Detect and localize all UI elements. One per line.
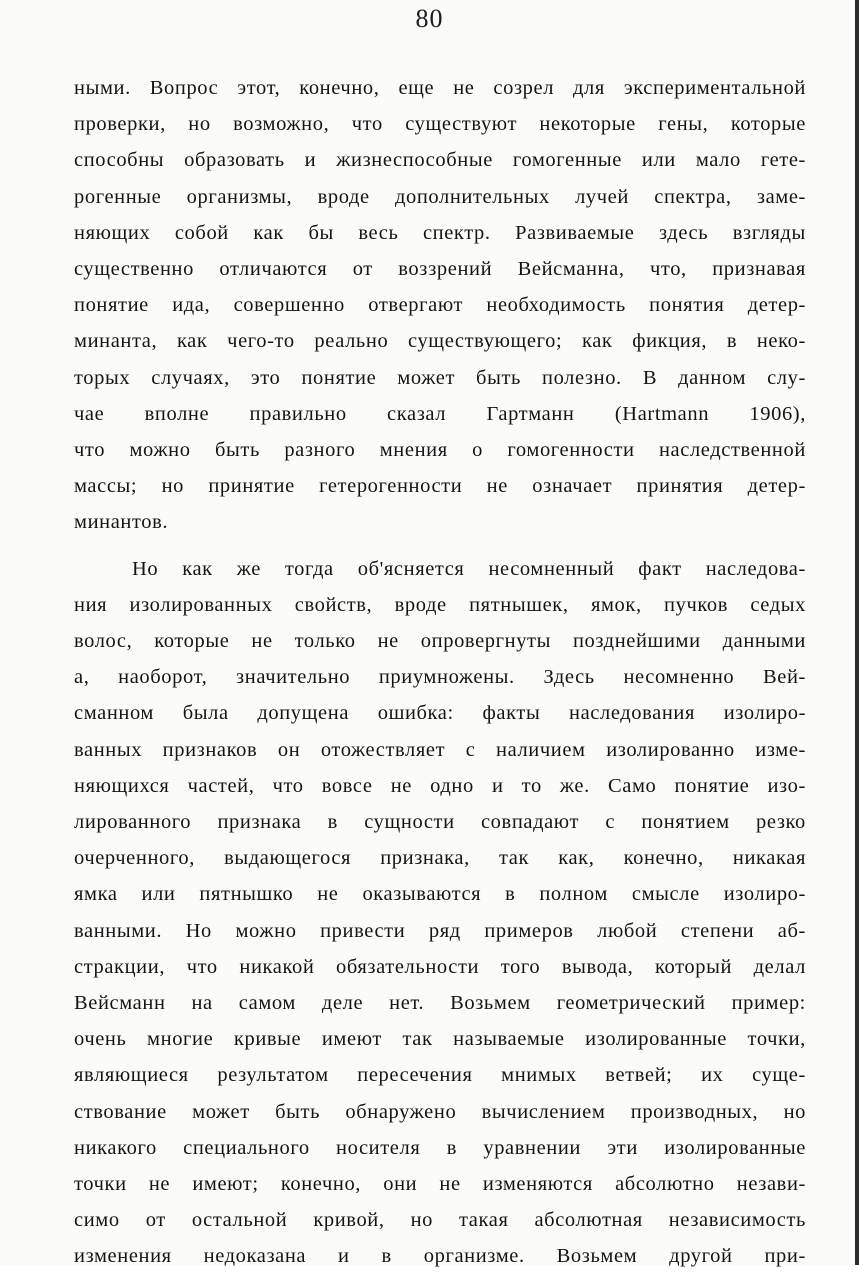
word: вычислением [481, 1100, 606, 1123]
word: существенно [74, 258, 194, 280]
word: тогда [284, 557, 334, 580]
word: изме- [755, 738, 806, 761]
word: изменяются [482, 1173, 593, 1195]
text-line-28 [74, 1057, 806, 1093]
word: наследования [569, 702, 696, 725]
word: некоторые [539, 113, 636, 136]
word: специального [183, 1136, 310, 1159]
word: детер- [747, 475, 806, 498]
text-line-6 [74, 251, 806, 287]
word: ными. [74, 77, 131, 99]
word: не [377, 630, 399, 652]
word: или [141, 883, 176, 906]
word: несомненный [488, 557, 615, 580]
word: и [491, 774, 504, 797]
word: весь [358, 221, 399, 244]
word: носителя [336, 1136, 421, 1159]
word: (Hartmann [614, 402, 710, 425]
text-line-31 [74, 1166, 806, 1202]
word: сущности [364, 811, 455, 833]
word: торых [74, 366, 131, 389]
word: гомогенные [512, 149, 622, 172]
word: точки, [747, 1028, 806, 1051]
word: очерченного, [74, 847, 195, 870]
word: пятнышек, [469, 593, 569, 616]
word: лучей [575, 185, 629, 208]
word: их [701, 1064, 724, 1087]
word: мало [695, 149, 741, 172]
word: обнаружено [345, 1100, 457, 1123]
word: вполне [144, 402, 210, 425]
word: приумножены. [378, 666, 515, 689]
text-line-30 [74, 1130, 806, 1166]
text-line-12 [74, 468, 806, 504]
word: деле [321, 992, 364, 1014]
word: же. [559, 774, 590, 797]
word: 1906), [749, 402, 806, 425]
word: не [439, 1173, 461, 1195]
word: изменения [74, 1245, 172, 1268]
word: вроде [317, 185, 370, 208]
word: понятие [74, 294, 149, 317]
word: бы [308, 221, 334, 244]
word: но [188, 113, 211, 136]
word: признака [217, 811, 302, 833]
word: воззрений [398, 258, 493, 280]
word: понятие [674, 774, 750, 797]
word: случаях, [151, 366, 230, 389]
word: пятнышко [199, 883, 294, 906]
word: а, [74, 666, 90, 689]
word: ямка [74, 883, 118, 906]
word: разного [284, 439, 356, 461]
word: но [161, 475, 184, 498]
word: совпадают [480, 811, 580, 833]
word: независимость [668, 1209, 806, 1232]
word: Развиваемые [515, 221, 635, 244]
text-line-5 [74, 215, 806, 251]
word: являющиеся [74, 1064, 189, 1087]
word: Вей- [762, 666, 806, 689]
word: смысле [631, 883, 700, 906]
word: то [521, 774, 542, 797]
word: изолиро- [723, 883, 806, 906]
word: стракции, [74, 955, 166, 978]
word: ида, [172, 294, 211, 317]
word: неко- [756, 330, 806, 353]
word: никакого [74, 1136, 157, 1159]
word: можно [129, 439, 191, 461]
word: отличаются [219, 258, 328, 280]
word: не [251, 630, 273, 652]
word: была [182, 702, 229, 725]
word: ямок, [590, 593, 642, 616]
word: и [338, 1245, 350, 1268]
text-line-20 [74, 768, 806, 804]
word: привести [320, 919, 406, 942]
text-line-16 [74, 623, 806, 659]
text-line-9 [74, 360, 806, 396]
text-line-26 [74, 985, 806, 1021]
word: В [642, 366, 658, 389]
word: пример: [731, 992, 806, 1014]
word: как [176, 330, 208, 353]
word: который [654, 955, 733, 978]
word: образовать [184, 149, 285, 172]
text-line-8 [74, 323, 806, 359]
word: факт [638, 557, 682, 580]
word: вывода, [561, 955, 634, 978]
word: изолированно [606, 738, 735, 761]
word: способны [74, 149, 165, 172]
word: симо [74, 1209, 120, 1232]
text-line-23 [74, 876, 806, 912]
word: остальной [191, 1209, 288, 1232]
word: массы; [74, 475, 138, 498]
word: существуют [405, 113, 517, 136]
word: Вейсманна, [517, 258, 625, 280]
text-line-22 [74, 840, 806, 876]
word: взгляды [732, 221, 806, 244]
word: можно [235, 919, 297, 942]
word: этот, [237, 77, 281, 99]
text-line-19 [74, 732, 806, 768]
text-line-18 [74, 695, 806, 731]
word: выдающегося [224, 847, 352, 870]
word: в [446, 1136, 457, 1159]
word: няющих [74, 221, 151, 244]
word: которые [730, 113, 806, 136]
word: же [236, 557, 261, 580]
word: вовсе [321, 774, 373, 797]
word: в [381, 1245, 392, 1268]
word: несомненно [623, 666, 735, 689]
word: ошибка: [377, 702, 454, 725]
word: Здесь [543, 666, 595, 689]
word: ветвей; [605, 1064, 673, 1087]
word: с [465, 738, 476, 761]
word: как [253, 221, 284, 244]
word: пучков [664, 593, 729, 616]
word: означает [532, 475, 613, 498]
word: данными [722, 630, 806, 652]
word: Гартманн [486, 402, 575, 425]
word: такая [458, 1209, 509, 1232]
word: признака, [380, 847, 470, 870]
word: как, [558, 847, 595, 870]
word: чае [74, 402, 105, 425]
word: наоборот, [118, 666, 208, 689]
word: не [486, 475, 508, 498]
word: изолированные [664, 1136, 806, 1159]
word: что [351, 113, 383, 136]
word: но [410, 1209, 433, 1232]
word: правильно [249, 402, 347, 425]
word: оказываются [362, 883, 482, 906]
word: отожествляет [320, 738, 446, 761]
word: понятие [301, 366, 377, 389]
word: изолированных [129, 593, 273, 616]
word: примеров [484, 919, 574, 942]
word: наличием [496, 738, 586, 761]
word: одно [430, 774, 474, 797]
text-line-33 [74, 1238, 806, 1274]
text-line-2 [74, 106, 806, 142]
word: чего-то [227, 330, 295, 353]
text-line-25 [74, 949, 806, 985]
word: существующего; [408, 330, 563, 353]
word: так [498, 847, 530, 870]
text-line-21 [74, 804, 806, 840]
word: ванных [74, 738, 143, 761]
word: заме- [756, 185, 806, 208]
word: не [317, 883, 339, 906]
word: ния [74, 593, 108, 616]
word: минанта, [74, 330, 158, 353]
word: гены, [658, 113, 709, 136]
word: или [641, 149, 676, 172]
word: мнимых [501, 1064, 577, 1087]
word: Само [607, 774, 657, 797]
word: что [272, 774, 304, 797]
word: факты [482, 702, 541, 725]
word: называемые [453, 1028, 565, 1051]
word: многие [147, 1028, 214, 1051]
word: конечно, [623, 847, 704, 870]
word: лированного [74, 811, 192, 833]
word: отвергают [368, 294, 464, 317]
word: допущена [257, 702, 350, 725]
text-line-27 [74, 1021, 806, 1057]
word: быть [275, 1100, 321, 1123]
word: так [402, 1028, 433, 1051]
word: понятием [641, 811, 730, 833]
word: гете- [760, 149, 806, 172]
word: изолированные [585, 1028, 727, 1051]
text-line-32 [74, 1202, 806, 1238]
word: признавая [712, 258, 806, 280]
text-line-15 [74, 587, 806, 623]
word: признаков [162, 738, 258, 761]
word: наследственной [658, 439, 806, 461]
word: при- [764, 1245, 806, 1268]
word: принятия [636, 475, 724, 498]
word: значительно [236, 666, 351, 689]
word: Возьмем [556, 1245, 638, 1268]
word: гетерогенности [319, 475, 463, 498]
word: суще- [752, 1064, 806, 1087]
word: ряд [428, 919, 461, 942]
word: это [250, 366, 281, 389]
word: созрел [493, 77, 555, 99]
word: волос, [74, 630, 133, 652]
word: Вейсманн [74, 992, 166, 1014]
page-number: 80 [415, 4, 444, 33]
word: об'ясняется [357, 557, 465, 580]
word: Но [185, 919, 212, 942]
word: обязательности [336, 955, 480, 978]
word: не [453, 77, 475, 99]
word: резко [756, 811, 806, 833]
word: недоказана [203, 1245, 307, 1268]
word: Вопрос [149, 77, 219, 99]
word: жизнеспособные [336, 149, 493, 172]
word: изо- [767, 774, 806, 797]
word: другой [669, 1245, 733, 1268]
text-line-29 [74, 1094, 806, 1130]
word: кривой, [313, 1209, 385, 1232]
word: гомогенности [507, 439, 635, 461]
word: в [505, 883, 516, 906]
word: седых [750, 593, 806, 616]
word: кривые [233, 1028, 302, 1051]
word: спектра, [654, 185, 732, 208]
word: абсолютно [615, 1173, 715, 1195]
word: может [397, 366, 456, 389]
word: слу- [767, 366, 806, 389]
word: Но [132, 557, 159, 580]
word: степени [680, 919, 755, 942]
word: аб- [777, 919, 806, 942]
word: геометрический [556, 992, 706, 1014]
word: рогенные [74, 185, 162, 208]
word: от [352, 258, 373, 280]
word: ствование [74, 1100, 167, 1123]
word: возможно, [233, 113, 330, 136]
word: организме. [423, 1245, 525, 1268]
text-line-13 [74, 504, 180, 540]
page-edge-shadow [855, 0, 859, 1265]
word: только [294, 630, 356, 652]
word: имеют; [192, 1173, 259, 1195]
word: не [148, 1173, 171, 1195]
word: детер- [747, 294, 806, 317]
word: сказал [387, 402, 447, 425]
word: и [304, 149, 317, 172]
word: на [191, 992, 213, 1014]
word: никакой [239, 955, 315, 978]
word: экспериментальной [623, 77, 806, 99]
word: реально [314, 330, 389, 353]
word: для [573, 77, 605, 99]
word: свойств, [294, 593, 373, 616]
word: принятие [208, 475, 295, 498]
word: но [783, 1100, 806, 1123]
word: с [605, 811, 616, 833]
word: что [186, 955, 218, 978]
word: может [192, 1100, 250, 1123]
word: того [500, 955, 541, 978]
word: что [74, 439, 106, 461]
text-line-24 [74, 913, 806, 949]
word: результатом [217, 1064, 329, 1087]
word: няющихся [74, 774, 170, 797]
word: полном [539, 883, 608, 906]
word: эти [607, 1136, 638, 1159]
word: которые [154, 630, 230, 652]
word: дополнительных [394, 185, 550, 208]
word: самом [238, 992, 296, 1014]
word: производных, [630, 1100, 759, 1123]
word: полезно. [542, 366, 622, 389]
word: быть [214, 439, 260, 461]
word: Возьмем [450, 992, 531, 1014]
text-line-1 [74, 70, 806, 106]
text-line-14 [132, 551, 806, 587]
word: никакая [732, 847, 806, 870]
word: вроде [394, 593, 447, 616]
word: данном [678, 366, 747, 389]
word: собой [174, 221, 229, 244]
word: абсолютная [534, 1209, 643, 1232]
word: спектр. [422, 221, 491, 244]
word: что, [650, 258, 687, 280]
word: о [472, 439, 484, 461]
word: он [277, 738, 301, 761]
word: быть [476, 366, 521, 389]
word: незави- [736, 1173, 806, 1195]
word: от [145, 1209, 166, 1232]
word: совершенно [233, 294, 345, 317]
word: конечно, [280, 1173, 362, 1195]
word: еще [398, 77, 435, 99]
word: как [182, 557, 213, 580]
word: наследова- [705, 557, 806, 580]
word: точки [74, 1173, 127, 1195]
word: мнения [379, 439, 448, 461]
word: очень [74, 1028, 127, 1051]
word: конечно, [299, 77, 380, 99]
word: организмы, [186, 185, 293, 208]
word: ванными. [74, 919, 163, 942]
word: изолиро- [723, 702, 806, 725]
text-line-4 [74, 179, 806, 215]
word: уравнении [483, 1136, 582, 1159]
word: нет. [389, 992, 425, 1014]
word: сманном [74, 702, 155, 725]
word: проверки, [74, 113, 166, 136]
word: в [327, 811, 338, 833]
text-line-3 [74, 142, 806, 178]
text-line-10 [74, 396, 806, 432]
word: как [581, 330, 613, 353]
word: необходимость [486, 294, 626, 317]
word: имеют [321, 1028, 382, 1051]
word: любой [597, 919, 658, 942]
word: здесь [658, 221, 709, 244]
word: не [390, 774, 412, 797]
word: делал [753, 955, 806, 978]
text-line-7 [74, 287, 806, 323]
word: в [726, 330, 738, 353]
word: минантов. [74, 511, 169, 534]
word: понятия [649, 294, 725, 317]
word: пересечения [357, 1064, 473, 1087]
text-line-11 [74, 432, 806, 468]
word: фикция, [632, 330, 708, 353]
word: частей, [187, 774, 255, 797]
word: они [383, 1173, 418, 1195]
word: опровергнуты [420, 630, 551, 652]
word: позднейшими [572, 630, 701, 652]
text-line-17 [74, 659, 806, 695]
